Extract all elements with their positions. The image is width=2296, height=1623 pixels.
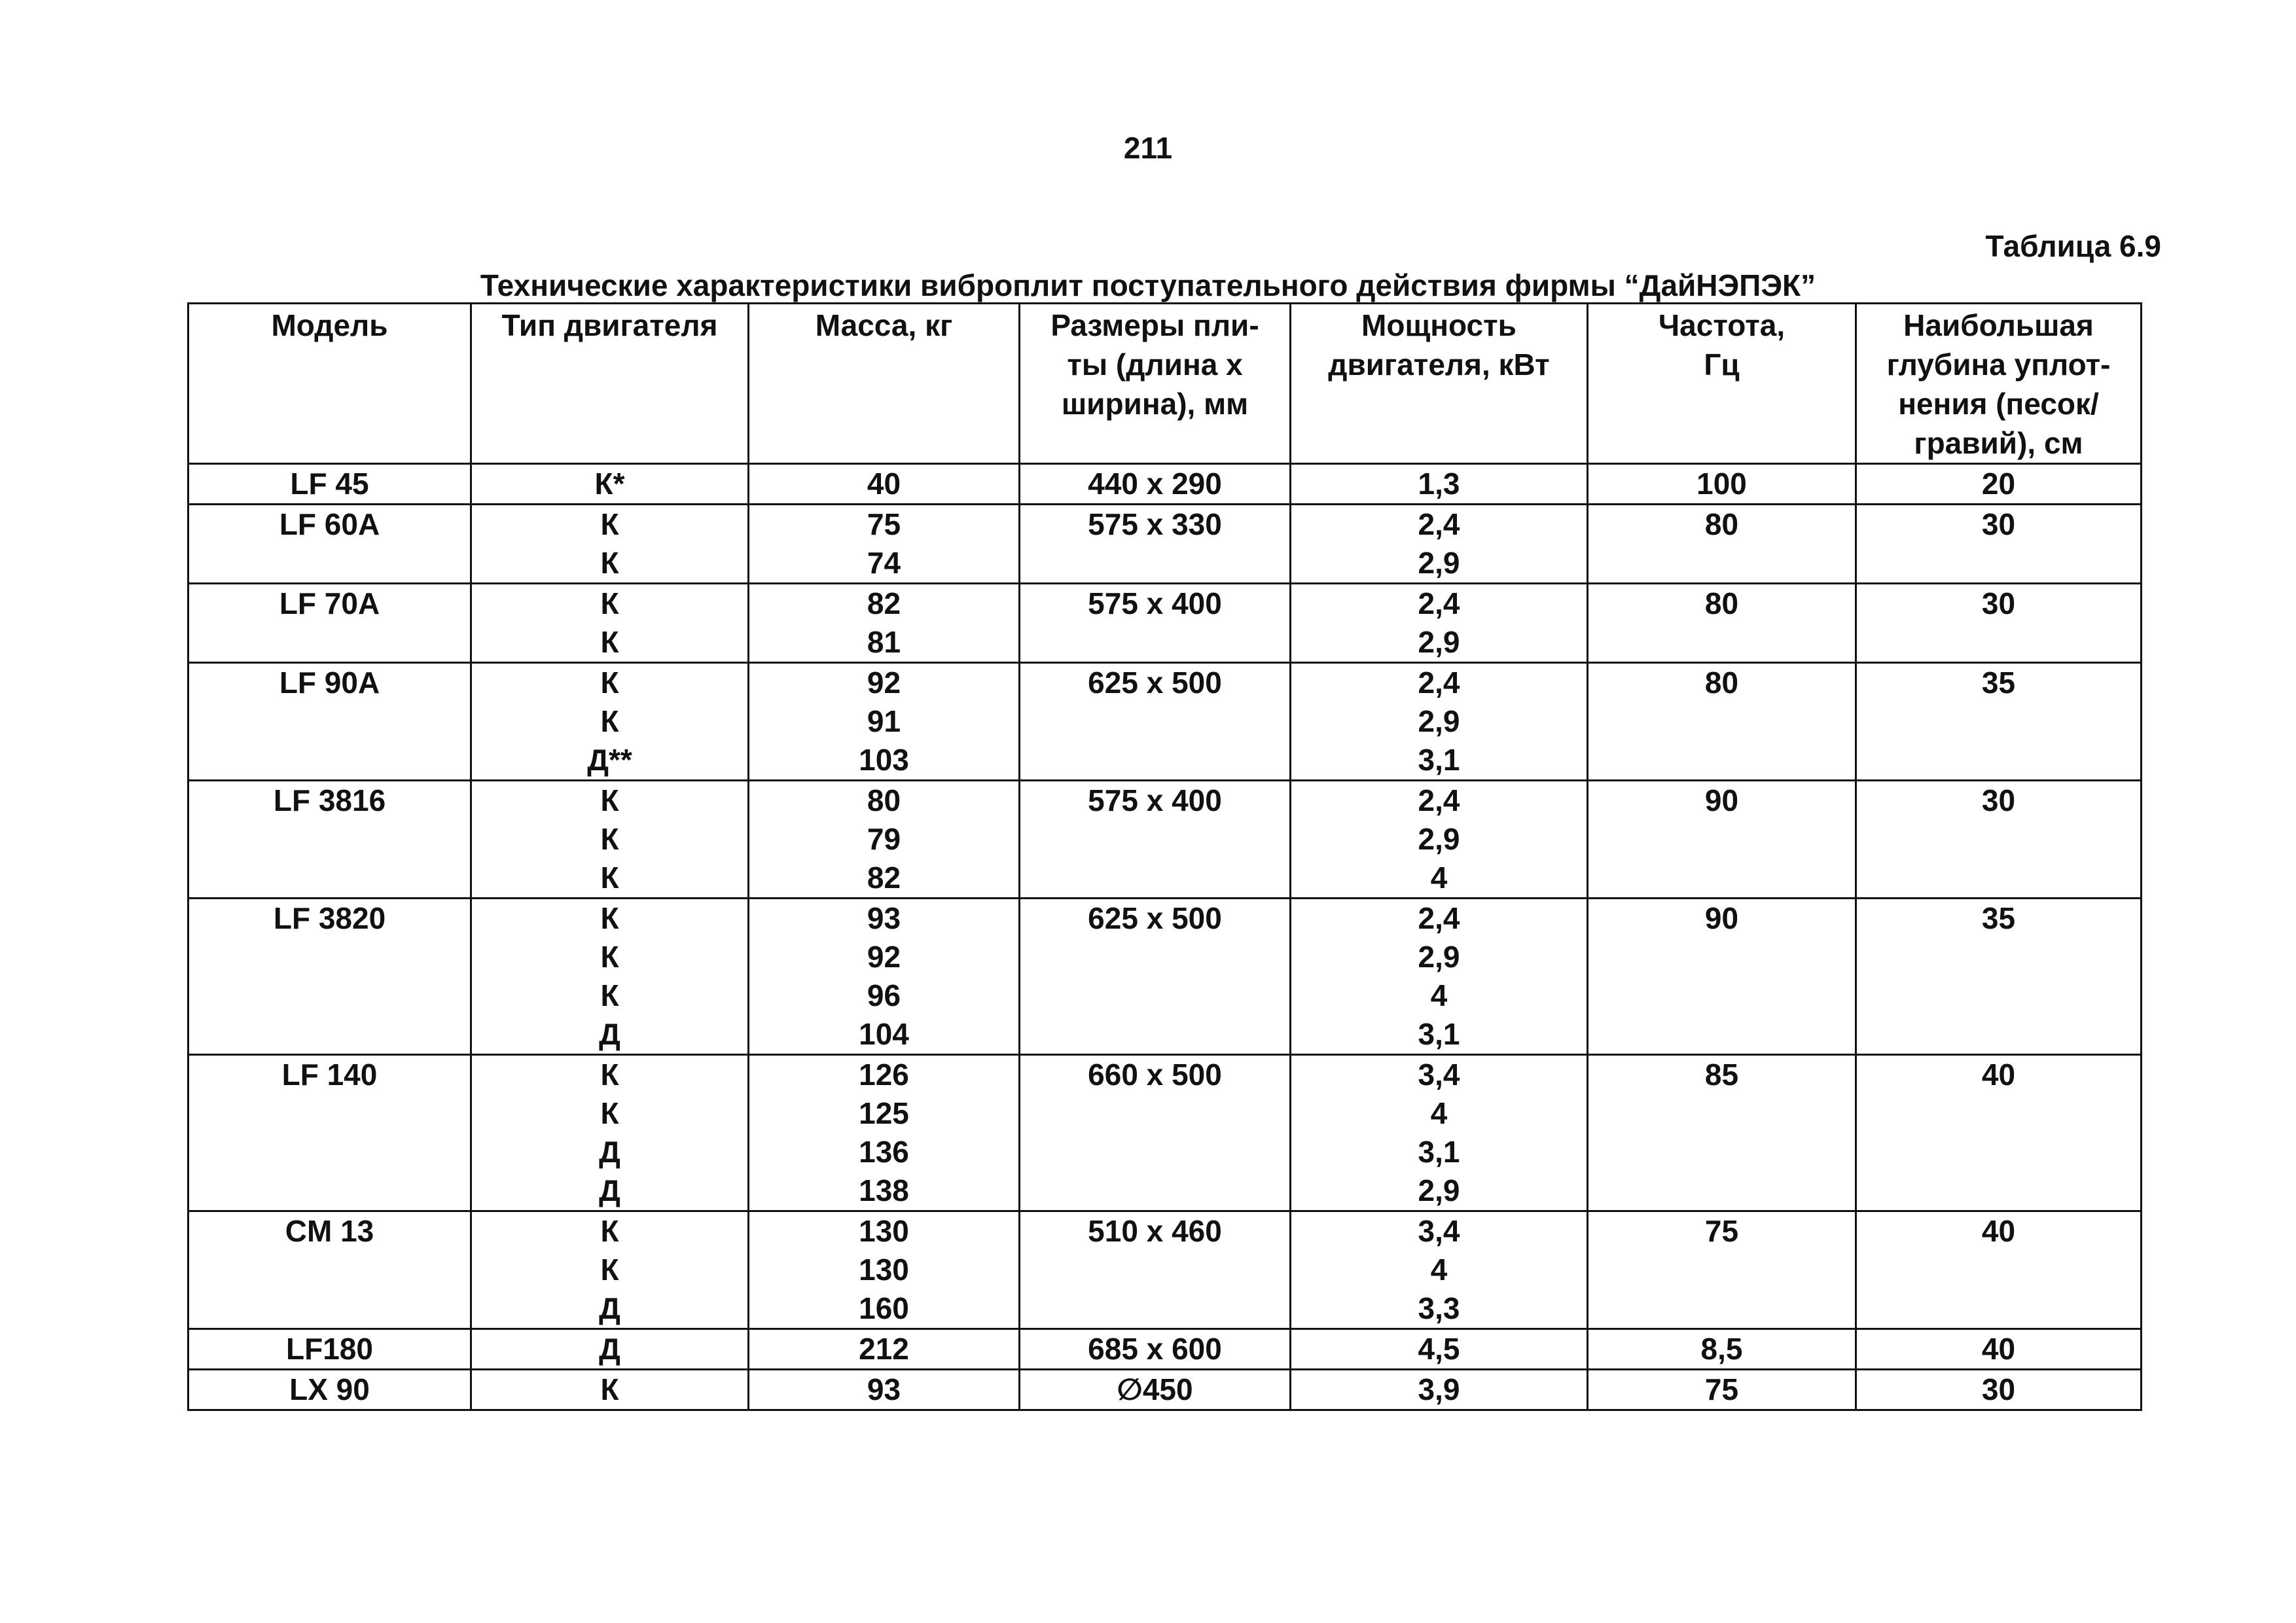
column-header-model	[188, 304, 471, 464]
cell-frequency: 8,5	[1588, 1329, 1856, 1370]
cell-model	[188, 859, 471, 899]
table-title: Технические характеристики виброплит поступательного действия фирмы “ДайНЭПЭК”	[480, 268, 1816, 302]
cell-engine-power: 2,4	[1291, 663, 1588, 703]
table-row	[188, 899, 2142, 938]
column-header-line: гравий), см	[1914, 426, 2083, 460]
table-row	[188, 976, 2142, 1015]
cell-plate-size	[1020, 1015, 1291, 1055]
cell-mass: 92	[749, 663, 1020, 703]
cell-frequency	[1588, 976, 1856, 1015]
cell-plate-size	[1020, 741, 1291, 781]
cell-plate-size: 575 х 330	[1020, 505, 1291, 544]
table-row	[188, 1329, 2142, 1370]
cell-engine-type: К	[471, 899, 749, 938]
cell-compaction-depth: 40	[1856, 1055, 2142, 1095]
cell-frequency	[1588, 623, 1856, 663]
cell-compaction-depth	[1856, 1094, 2142, 1133]
cell-model: CM 13	[188, 1211, 471, 1251]
cell-mass: 104	[749, 1015, 1020, 1055]
cell-engine-power: 4	[1291, 1251, 1588, 1289]
column-header-line: Размеры пли-	[1050, 308, 1259, 342]
cell-mass: 96	[749, 976, 1020, 1015]
table-row	[188, 1289, 2142, 1329]
cell-engine-type: К	[471, 663, 749, 703]
cell-frequency: 75	[1588, 1370, 1856, 1410]
cell-frequency	[1588, 1289, 1856, 1329]
cell-engine-type: К	[471, 702, 749, 741]
cell-compaction-depth	[1856, 1015, 2142, 1055]
cell-frequency	[1588, 1015, 1856, 1055]
cell-plate-size	[1020, 623, 1291, 663]
cell-model	[188, 938, 471, 976]
table-row	[188, 1055, 2142, 1095]
cell-model: LF 3820	[188, 899, 471, 938]
cell-model	[188, 544, 471, 584]
cell-model: LF 70A	[188, 584, 471, 624]
cell-plate-size	[1020, 1289, 1291, 1329]
cell-engine-type: К	[471, 859, 749, 899]
table-row	[188, 544, 2142, 584]
cell-plate-size: ∅450	[1020, 1370, 1291, 1410]
cell-mass: 93	[749, 1370, 1020, 1410]
column-header-frequency	[1588, 304, 1856, 464]
column-header-plate-size	[1020, 304, 1291, 464]
cell-compaction-depth	[1856, 820, 2142, 859]
cell-model	[188, 1015, 471, 1055]
cell-engine-type: Д**	[471, 741, 749, 781]
column-header-line: Модель	[271, 308, 388, 342]
header-row	[188, 304, 2142, 464]
cell-mass: 93	[749, 899, 1020, 938]
cell-plate-size	[1020, 1251, 1291, 1289]
cell-engine-type: Д	[471, 1171, 749, 1211]
cell-model: LF 90A	[188, 663, 471, 703]
column-header-mass	[749, 304, 1020, 464]
cell-engine-power: 3,1	[1291, 741, 1588, 781]
cell-plate-size	[1020, 1094, 1291, 1133]
table-row	[188, 505, 2142, 544]
table-row	[188, 623, 2142, 663]
cell-mass: 75	[749, 505, 1020, 544]
cell-model	[188, 623, 471, 663]
cell-model	[188, 820, 471, 859]
cell-mass: 40	[749, 464, 1020, 505]
cell-frequency	[1588, 1133, 1856, 1171]
cell-compaction-depth	[1856, 544, 2142, 584]
cell-engine-power: 2,4	[1291, 781, 1588, 821]
table-row	[188, 1094, 2142, 1133]
cell-compaction-depth: 40	[1856, 1329, 2142, 1370]
cell-plate-size	[1020, 820, 1291, 859]
column-header-compaction-depth	[1856, 304, 2142, 464]
cell-engine-type: К	[471, 544, 749, 584]
cell-engine-power: 3,3	[1291, 1289, 1588, 1329]
cell-plate-size: 660 х 500	[1020, 1055, 1291, 1095]
table-body	[188, 464, 2142, 1410]
cell-model: LX 90	[188, 1370, 471, 1410]
cell-compaction-depth: 30	[1856, 1370, 2142, 1410]
cell-engine-power: 2,9	[1291, 702, 1588, 741]
cell-compaction-depth	[1856, 623, 2142, 663]
cell-mass: 81	[749, 623, 1020, 663]
cell-engine-power: 2,9	[1291, 1171, 1588, 1211]
cell-mass: 138	[749, 1171, 1020, 1211]
cell-model	[188, 1133, 471, 1171]
table-row	[188, 1211, 2142, 1251]
table-row	[188, 584, 2142, 624]
cell-frequency: 80	[1588, 663, 1856, 703]
column-header-line: двигателя, кВт	[1328, 348, 1550, 382]
cell-frequency	[1588, 820, 1856, 859]
cell-engine-power: 4	[1291, 859, 1588, 899]
cell-model	[188, 702, 471, 741]
cell-model: LF 45	[188, 464, 471, 505]
cell-mass: 125	[749, 1094, 1020, 1133]
cell-plate-size	[1020, 976, 1291, 1015]
cell-compaction-depth	[1856, 1171, 2142, 1211]
cell-engine-type: К	[471, 505, 749, 544]
cell-engine-type: Д	[471, 1015, 749, 1055]
cell-mass: 130	[749, 1251, 1020, 1289]
cell-frequency: 90	[1588, 899, 1856, 938]
cell-frequency	[1588, 741, 1856, 781]
table-label: Таблица 6.9	[1985, 229, 2161, 263]
cell-engine-power: 3,1	[1291, 1133, 1588, 1171]
column-header-line: Масса, кг	[815, 308, 953, 342]
cell-plate-size	[1020, 702, 1291, 741]
cell-engine-type: Д	[471, 1289, 749, 1329]
cell-mass: 160	[749, 1289, 1020, 1329]
cell-model: LF 60A	[188, 505, 471, 544]
table-row	[188, 464, 2142, 505]
table-row	[188, 1015, 2142, 1055]
cell-plate-size: 625 х 500	[1020, 663, 1291, 703]
cell-compaction-depth: 35	[1856, 663, 2142, 703]
cell-mass: 82	[749, 584, 1020, 624]
table-row	[188, 1251, 2142, 1289]
cell-plate-size: 440 х 290	[1020, 464, 1291, 505]
cell-engine-power: 4	[1291, 976, 1588, 1015]
cell-engine-type: К	[471, 623, 749, 663]
cell-engine-power: 2,9	[1291, 820, 1588, 859]
cell-mass: 130	[749, 1211, 1020, 1251]
cell-engine-type: Д	[471, 1133, 749, 1171]
cell-engine-type: К*	[471, 464, 749, 505]
cell-model	[188, 976, 471, 1015]
cell-plate-size: 625 х 500	[1020, 899, 1291, 938]
spec-table	[187, 302, 2142, 1411]
cell-engine-power: 2,9	[1291, 623, 1588, 663]
cell-frequency	[1588, 1171, 1856, 1211]
cell-plate-size	[1020, 544, 1291, 584]
table-row	[188, 663, 2142, 703]
column-header-line: Частота,	[1658, 308, 1785, 342]
cell-mass: 82	[749, 859, 1020, 899]
cell-compaction-depth	[1856, 741, 2142, 781]
column-header-engine-power	[1291, 304, 1588, 464]
cell-frequency	[1588, 1094, 1856, 1133]
cell-mass: 136	[749, 1133, 1020, 1171]
cell-frequency: 100	[1588, 464, 1856, 505]
table-row	[188, 702, 2142, 741]
cell-plate-size: 575 х 400	[1020, 584, 1291, 624]
cell-engine-type: К	[471, 1211, 749, 1251]
cell-plate-size: 575 х 400	[1020, 781, 1291, 821]
cell-compaction-depth: 30	[1856, 505, 2142, 544]
cell-model: LF180	[188, 1329, 471, 1370]
cell-frequency: 80	[1588, 505, 1856, 544]
cell-mass: 126	[749, 1055, 1020, 1095]
cell-frequency: 80	[1588, 584, 1856, 624]
cell-engine-power: 3,1	[1291, 1015, 1588, 1055]
cell-model: LF 140	[188, 1055, 471, 1095]
table-row	[188, 859, 2142, 899]
cell-frequency: 75	[1588, 1211, 1856, 1251]
cell-compaction-depth	[1856, 1289, 2142, 1329]
cell-engine-power: 3,9	[1291, 1370, 1588, 1410]
cell-compaction-depth	[1856, 976, 2142, 1015]
cell-plate-size	[1020, 1133, 1291, 1171]
cell-engine-type: К	[471, 1370, 749, 1410]
cell-engine-type: К	[471, 820, 749, 859]
cell-plate-size	[1020, 1171, 1291, 1211]
cell-mass: 91	[749, 702, 1020, 741]
cell-model	[188, 1251, 471, 1289]
cell-engine-type: Д	[471, 1329, 749, 1370]
cell-frequency	[1588, 1251, 1856, 1289]
cell-engine-power: 1,3	[1291, 464, 1588, 505]
cell-engine-power: 4	[1291, 1094, 1588, 1133]
cell-frequency	[1588, 702, 1856, 741]
cell-frequency: 90	[1588, 781, 1856, 821]
cell-model: LF 3816	[188, 781, 471, 821]
cell-mass: 80	[749, 781, 1020, 821]
cell-engine-type: К	[471, 938, 749, 976]
cell-mass: 212	[749, 1329, 1020, 1370]
cell-model	[188, 741, 471, 781]
cell-plate-size: 510 х 460	[1020, 1211, 1291, 1251]
cell-engine-type: К	[471, 976, 749, 1015]
cell-engine-type: К	[471, 781, 749, 821]
cell-compaction-depth: 35	[1856, 899, 2142, 938]
cell-frequency	[1588, 938, 1856, 976]
cell-compaction-depth	[1856, 938, 2142, 976]
column-header-line: нения (песок/	[1898, 387, 2099, 421]
cell-mass: 79	[749, 820, 1020, 859]
column-header-line: Тип двигателя	[501, 308, 718, 342]
cell-frequency: 85	[1588, 1055, 1856, 1095]
cell-mass: 74	[749, 544, 1020, 584]
column-header-line: глубина уплот-	[1886, 348, 2111, 382]
cell-model	[188, 1171, 471, 1211]
cell-engine-power: 2,9	[1291, 938, 1588, 976]
column-header-engine-type	[471, 304, 749, 464]
cell-engine-type: К	[471, 1055, 749, 1095]
cell-engine-power: 2,4	[1291, 505, 1588, 544]
cell-compaction-depth	[1856, 702, 2142, 741]
table-row	[188, 938, 2142, 976]
cell-engine-type: К	[471, 584, 749, 624]
column-header-line: ты (длина х	[1067, 348, 1243, 382]
table-row	[188, 1370, 2142, 1410]
cell-compaction-depth: 30	[1856, 584, 2142, 624]
cell-engine-power: 2,4	[1291, 899, 1588, 938]
table-row	[188, 741, 2142, 781]
cell-engine-power: 2,9	[1291, 544, 1588, 584]
cell-frequency	[1588, 859, 1856, 899]
cell-plate-size	[1020, 859, 1291, 899]
column-header-line: Мощность	[1361, 308, 1516, 342]
cell-engine-power: 3,4	[1291, 1055, 1588, 1095]
cell-model	[188, 1289, 471, 1329]
cell-compaction-depth	[1856, 1251, 2142, 1289]
column-header-line: ширина), мм	[1061, 387, 1249, 421]
table-row	[188, 1133, 2142, 1171]
cell-plate-size	[1020, 938, 1291, 976]
cell-mass: 92	[749, 938, 1020, 976]
cell-engine-type: К	[471, 1094, 749, 1133]
cell-mass: 103	[749, 741, 1020, 781]
table-row	[188, 1171, 2142, 1211]
table-row	[188, 820, 2142, 859]
cell-plate-size: 685 х 600	[1020, 1329, 1291, 1370]
cell-compaction-depth	[1856, 859, 2142, 899]
cell-compaction-depth: 40	[1856, 1211, 2142, 1251]
cell-engine-type: К	[471, 1251, 749, 1289]
cell-compaction-depth: 30	[1856, 781, 2142, 821]
column-header-line: Наибольшая	[1903, 308, 2094, 342]
page-number: 211	[1123, 131, 1173, 165]
cell-engine-power: 2,4	[1291, 584, 1588, 624]
cell-engine-power: 3,4	[1291, 1211, 1588, 1251]
cell-engine-power: 4,5	[1291, 1329, 1588, 1370]
column-header-line: Гц	[1704, 348, 1740, 382]
cell-compaction-depth: 20	[1856, 464, 2142, 505]
cell-compaction-depth	[1856, 1133, 2142, 1171]
table-row	[188, 781, 2142, 821]
cell-model	[188, 1094, 471, 1133]
cell-frequency	[1588, 544, 1856, 584]
